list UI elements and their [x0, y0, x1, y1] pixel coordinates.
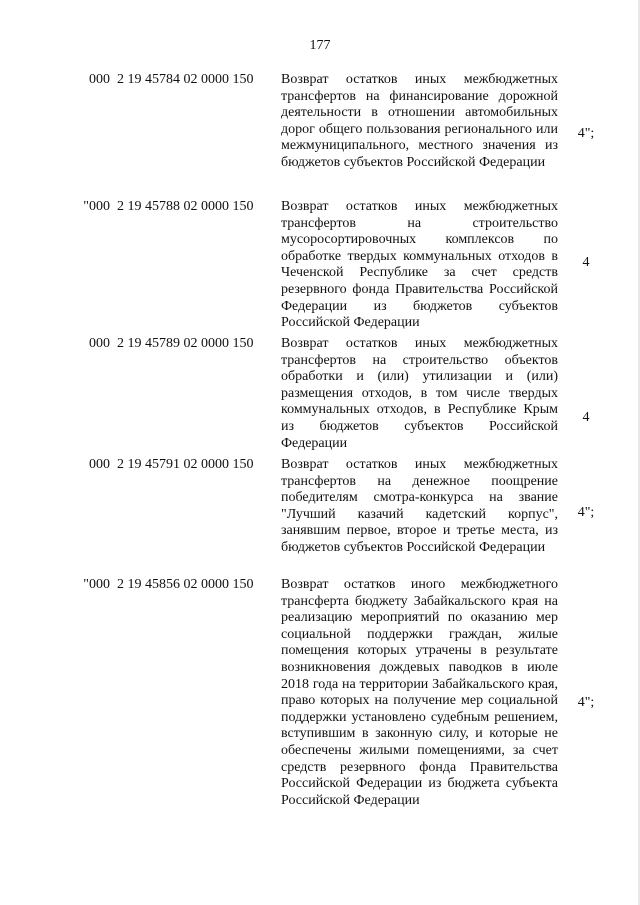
- row-code: 000: [89, 457, 110, 472]
- row-norm: 4";: [577, 126, 595, 141]
- row-description: Возврат остатков иных межбюджетных трансфертов на строительство мусоросортировочных комплексов по обработке твердых коммунальных отходов в Чеченской Республике за счет средств резервного фонда Правительства Российской Федерации из бюджетов субъектов Российской Федерации: [281, 199, 558, 331]
- row-kbk-code: 2 19 45788 02 0000 150: [117, 199, 254, 214]
- row-code: "000: [83, 199, 110, 214]
- row-kbk-code: 2 19 45856 02 0000 150: [117, 577, 254, 592]
- row-norm: 4";: [577, 505, 595, 520]
- row-code: 000: [89, 72, 110, 87]
- row-kbk-code: 2 19 45784 02 0000 150: [117, 72, 254, 87]
- page-number: 177: [309, 38, 331, 53]
- row-description: Возврат остатков иного межбюджетного трансферта бюджету Забайкальского края на реализацию мероприятий по оказанию мер социальной поддержки граждан, жилые помещения которых утрачены в результате возникновения дождевых паводков в июле 2018 года на территории Забайкальского края, право которых на получение мер социальной поддержки установлено судебным решением, вступившим в законную силу, и которые не обеспечены жилыми помещениями, за счет средств резервного фонда Правительства Российской Федерации из бюджета субъекта Российской Федерации: [281, 577, 558, 808]
- row-kbk-code: 2 19 45791 02 0000 150: [117, 457, 254, 472]
- row-code: 000: [89, 336, 110, 351]
- row-description: Возврат остатков иных межбюджетных трансфертов на финансирование дорожной деятельности в отношении автомобильных дорог общего пользования регионального или межмуниципального, местного значения из бюджетов субъектов Российской Федерации: [281, 72, 558, 170]
- row-norm: 4: [582, 255, 590, 270]
- row-norm: 4";: [577, 695, 595, 710]
- row-description: Возврат остатков иных межбюджетных трансфертов на строительство объектов обработки и (или) утилизации и (или) размещения отходов, в том числе твердых коммунальных отходов, в Республике Крым из бюджетов субъектов Российской Федерации: [281, 336, 558, 451]
- row-code: "000: [83, 577, 110, 592]
- row-description: Возврат остатков иных межбюджетных трансфертов на денежное поощрение победителям смотра-конкурса на звание "Лучший казачий кадетский корпус", занявшим первое, второе и третье места, из бюджетов субъектов Российской Федерации: [281, 457, 558, 555]
- row-norm: 4: [582, 410, 590, 425]
- row-kbk-code: 2 19 45789 02 0000 150: [117, 336, 254, 351]
